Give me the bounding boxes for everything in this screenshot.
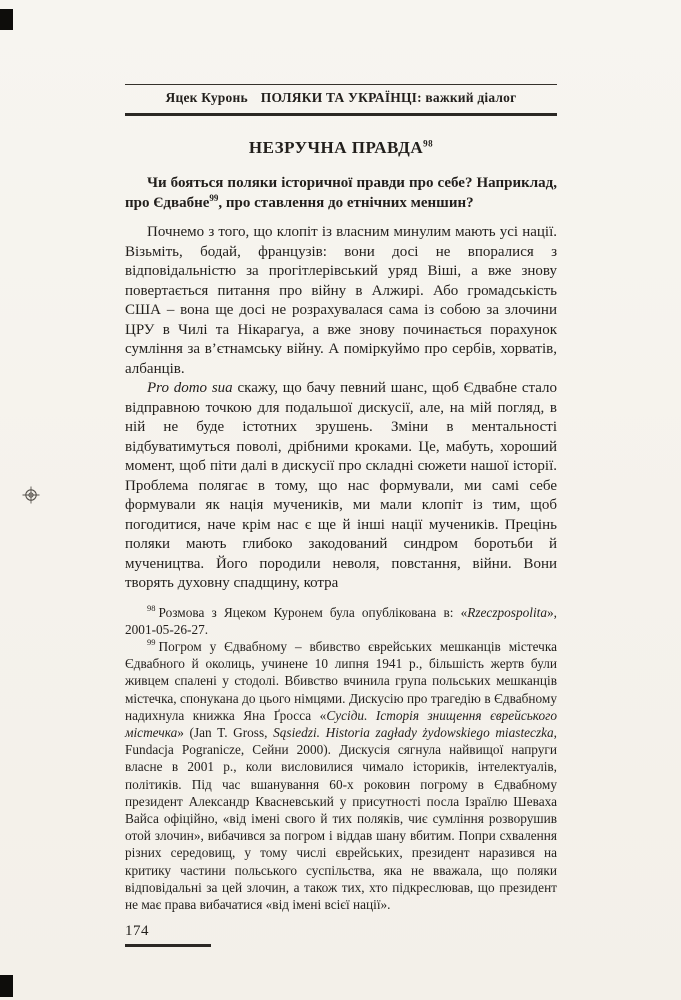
question-part2: , про ставлення до етнічних меншин? [218, 194, 474, 211]
page-footer [125, 923, 557, 947]
footnote-98-source-title: Rzeczpospolita [467, 604, 548, 620]
latin-phrase: Pro domo sua [147, 380, 233, 396]
page-number: 174 [125, 923, 149, 940]
page-title [125, 138, 557, 158]
question-part1: Чи бояться поляки історичної правди про себе? Наприклад, про Єдвабне [125, 175, 557, 211]
registration-mark-icon [22, 486, 40, 504]
running-header [125, 84, 557, 116]
header-book-title: ПОЛЯКИ ТА УКРАЇНЦІ: важкий діалог [260, 90, 517, 105]
body-paragraph-1: Почнемо з того, що клопіт із власним минулим мають усі нації. Візьміть, бодай, французів: вони досі не впоралися з відповідальністю за прогітлерівський уряд Віші, а вже знову повертається питання про війну в Алжирі. Або громадськість США – вона ще досі не розрахувалася сама із собою за злочини ЦРУ в Чилі та Нікарагуа, а вже знову починається порахунок сумління за в’єтнамську війну. А поміркуймо про сербів, хорватів, албанців. [125, 224, 557, 377]
crop-mark-bottom-left-icon [0, 975, 13, 997]
footnote-99-text-1: Погром у Єдвабному – вбивство єврейських мешканців містечка Єдвабного й околиць, учинене 10 липня 1941 р., більшість жертв були живцем спалені у стодолі. Вбивство вчинила група польських мешканців містечка, спонукана до цього німцями. Дискусію про трагедію в Єдвабному надихнула книжка Яна Ґросса « [125, 638, 557, 723]
page-title-text: НЕЗРУЧНА ПРАВДА [248, 138, 424, 157]
page-number-rule [125, 944, 211, 947]
body-paragraph-2-rest: скажу, що бачу певний шанс, щоб Єдвабне стало відправною точкою для подальшої дискусії, але, на мій погляд, в ній не буде істотних зрушень. Зміни в ментальності відбуватимуться поволі, дрібними кроками. Це, мабуть, хороший момент, щоб піти далі в дискусії про складні сюжети нашої історії. Проблема полягає в тому, що нас формували, ми самі себе формували як нація мучеників, ми мали клопіт із тим, щоб погодитися, наче крім нас є ще й інші нації мучеників. Прецінь поляки мають глибоко закодований синдром боротьби й мучеництва. Його породили неволя, повстання, війни. Вони творять духовну спадщину, котра [125, 380, 557, 591]
footnote-99-text-3: , Fundacja Pogranicze, Сейни 2000). Дискусія сягнула найвищої напруги власне в 2001 р., коли висловилися чимало істориків, інтелектуалів, політиків. Під час вшанування 60-х роковин погрому в Єдвабному президент Александр Квасневський у присутності посла Ізраїлю Шеваха Вайса офіційно, «від імені свого й тих поляків, чиє сумління розворушив отой злочин», вибачився за погром і віддав шану вбитим. Попри схвалення різних середовищ, у тому числі єврейських, президент наразився на критику частини польського суспільства, яка не вважала, що поляки відповідальні за цей злочин, а також тих, хто підкреслював, що президент не має права вибачатися «від імені всієї нації». [125, 724, 557, 912]
interview-question [125, 174, 557, 213]
header-author: Яцек Куронь [165, 90, 248, 105]
body-paragraph-2 [125, 379, 557, 594]
footnote-99-book-title-ua: Сусіди. Історія знищення єврейського містечка [125, 707, 557, 740]
footnote-ref-99: 99 [209, 192, 219, 203]
footnotes-block [125, 604, 557, 914]
footnote-98-marker: 98 [147, 603, 156, 614]
footnote-99-text-2: » (Jan T. Gross, [177, 724, 274, 740]
footnote-98 [125, 604, 557, 638]
footnote-98-text: Розмова з Яцеком Куронем була опублікована в: « [158, 604, 468, 620]
footnote-98-date: », 2001-05-26-27. [125, 604, 557, 637]
footnote-99-marker: 99 [147, 637, 156, 648]
footnote-99-book-title-pl: Sąsiedzi. Historia zagłady żydowskiego miasteczka [273, 724, 554, 740]
footnote-99 [125, 638, 557, 913]
footnote-ref-98: 98 [423, 138, 434, 149]
crop-mark-top-left-icon [0, 9, 13, 30]
